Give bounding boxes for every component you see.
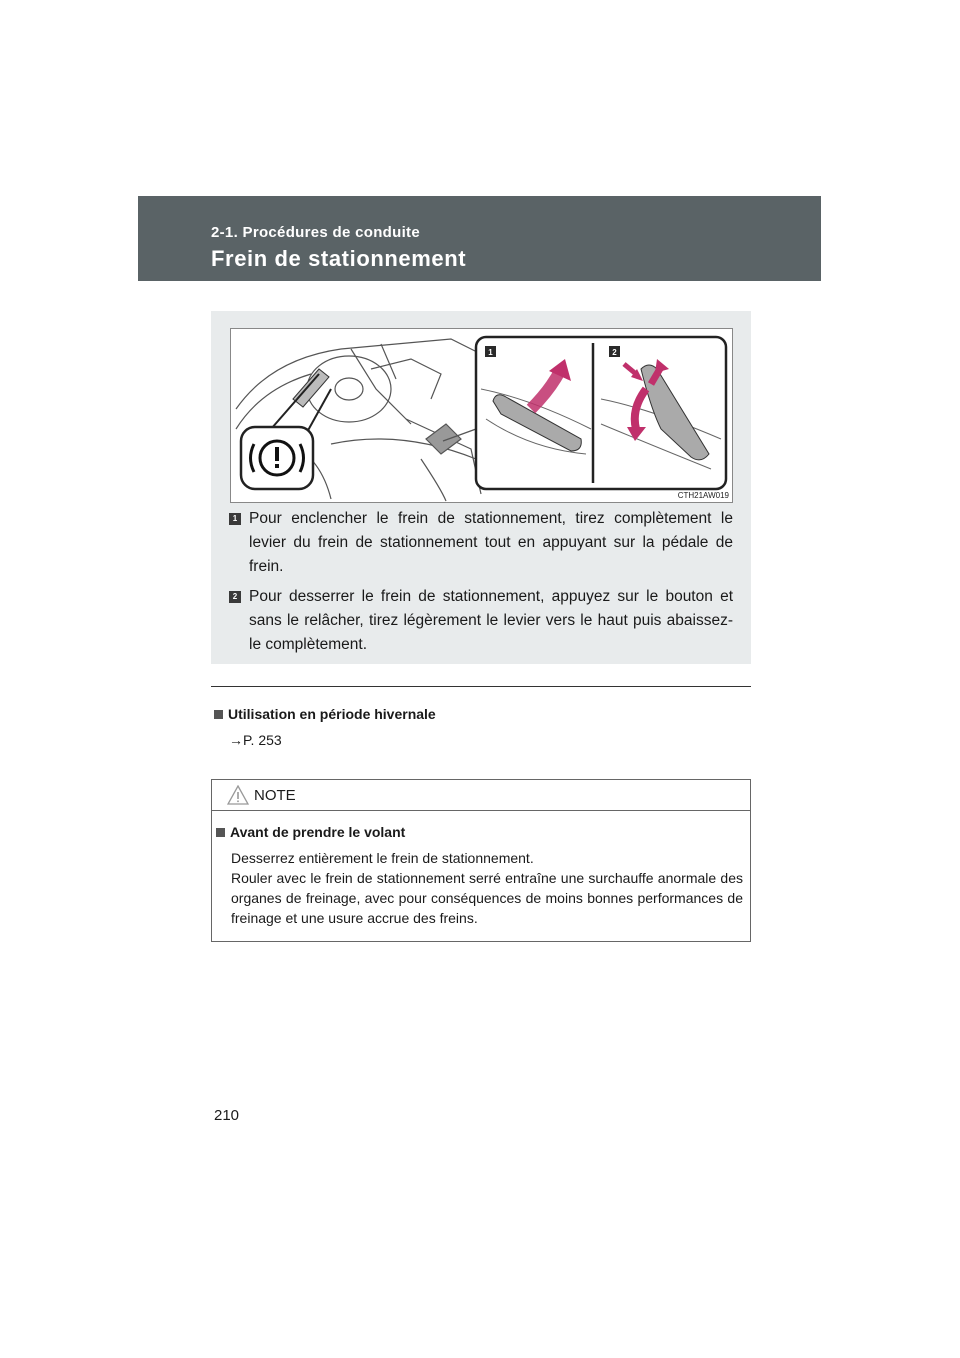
info-subtitle bbox=[214, 706, 436, 722]
note-paragraph-2: Rouler avec le frein de stationnement serré entraîne une surchauffe anormale des organes de freinage, avec pour conséquences de moins bonnes performances de freinage et une usure accrue des freins. bbox=[231, 870, 743, 926]
illustration-panel bbox=[211, 311, 751, 664]
note-text bbox=[231, 848, 743, 928]
callout-line bbox=[271, 374, 319, 429]
section-label: 2-1. Procédures de conduite bbox=[211, 224, 420, 241]
square-bullet-icon bbox=[216, 828, 225, 837]
step-badge-1: 1 bbox=[229, 513, 241, 525]
detail-badge-2-text: 2 bbox=[612, 348, 617, 357]
exclamation-bar bbox=[275, 447, 279, 461]
step-item-1 bbox=[229, 507, 733, 579]
note-body bbox=[212, 811, 750, 928]
step-badge-2: 2 bbox=[229, 591, 241, 603]
chapter-header bbox=[138, 196, 821, 281]
note-header bbox=[212, 780, 750, 811]
step-text-2: Pour desserrer le frein de stationnement, appuyez sur le bouton et sans le relâcher, tirez légèrement le levier vers le haut puis abaissez-le complètement. bbox=[249, 588, 733, 653]
note-paragraph-1: Desserrez entièrement le frein de stationnement. bbox=[231, 850, 534, 866]
note-subtitle-text: Avant de prendre le volant bbox=[230, 824, 406, 840]
figure-code: CTH21AW019 bbox=[677, 491, 729, 500]
note-subtitle bbox=[216, 824, 743, 840]
note-box bbox=[211, 779, 751, 942]
detail-badge-1-text: 1 bbox=[488, 348, 493, 357]
parking-brake-illustration bbox=[230, 328, 733, 503]
page-title: Frein de stationnement bbox=[211, 246, 467, 271]
page-number: 210 bbox=[214, 1107, 240, 1124]
parking-brake-drawing bbox=[231, 329, 732, 502]
step-item-2 bbox=[229, 585, 733, 657]
info-subtitle-text: Utilisation en période hivernale bbox=[228, 706, 436, 722]
note-label: NOTE bbox=[254, 787, 296, 804]
page-reference-link[interactable]: →P. 253 bbox=[229, 732, 282, 748]
section-divider bbox=[211, 686, 751, 687]
step-text-1: Pour enclencher le frein de stationnement, tirez complètement le levier du frein de stationnement tout en appuyant sur la pédale de frein. bbox=[249, 510, 733, 575]
warning-triangle-icon bbox=[227, 785, 249, 805]
step-list bbox=[229, 507, 733, 663]
square-bullet-icon bbox=[214, 710, 223, 719]
exclamation-dot bbox=[275, 464, 279, 468]
